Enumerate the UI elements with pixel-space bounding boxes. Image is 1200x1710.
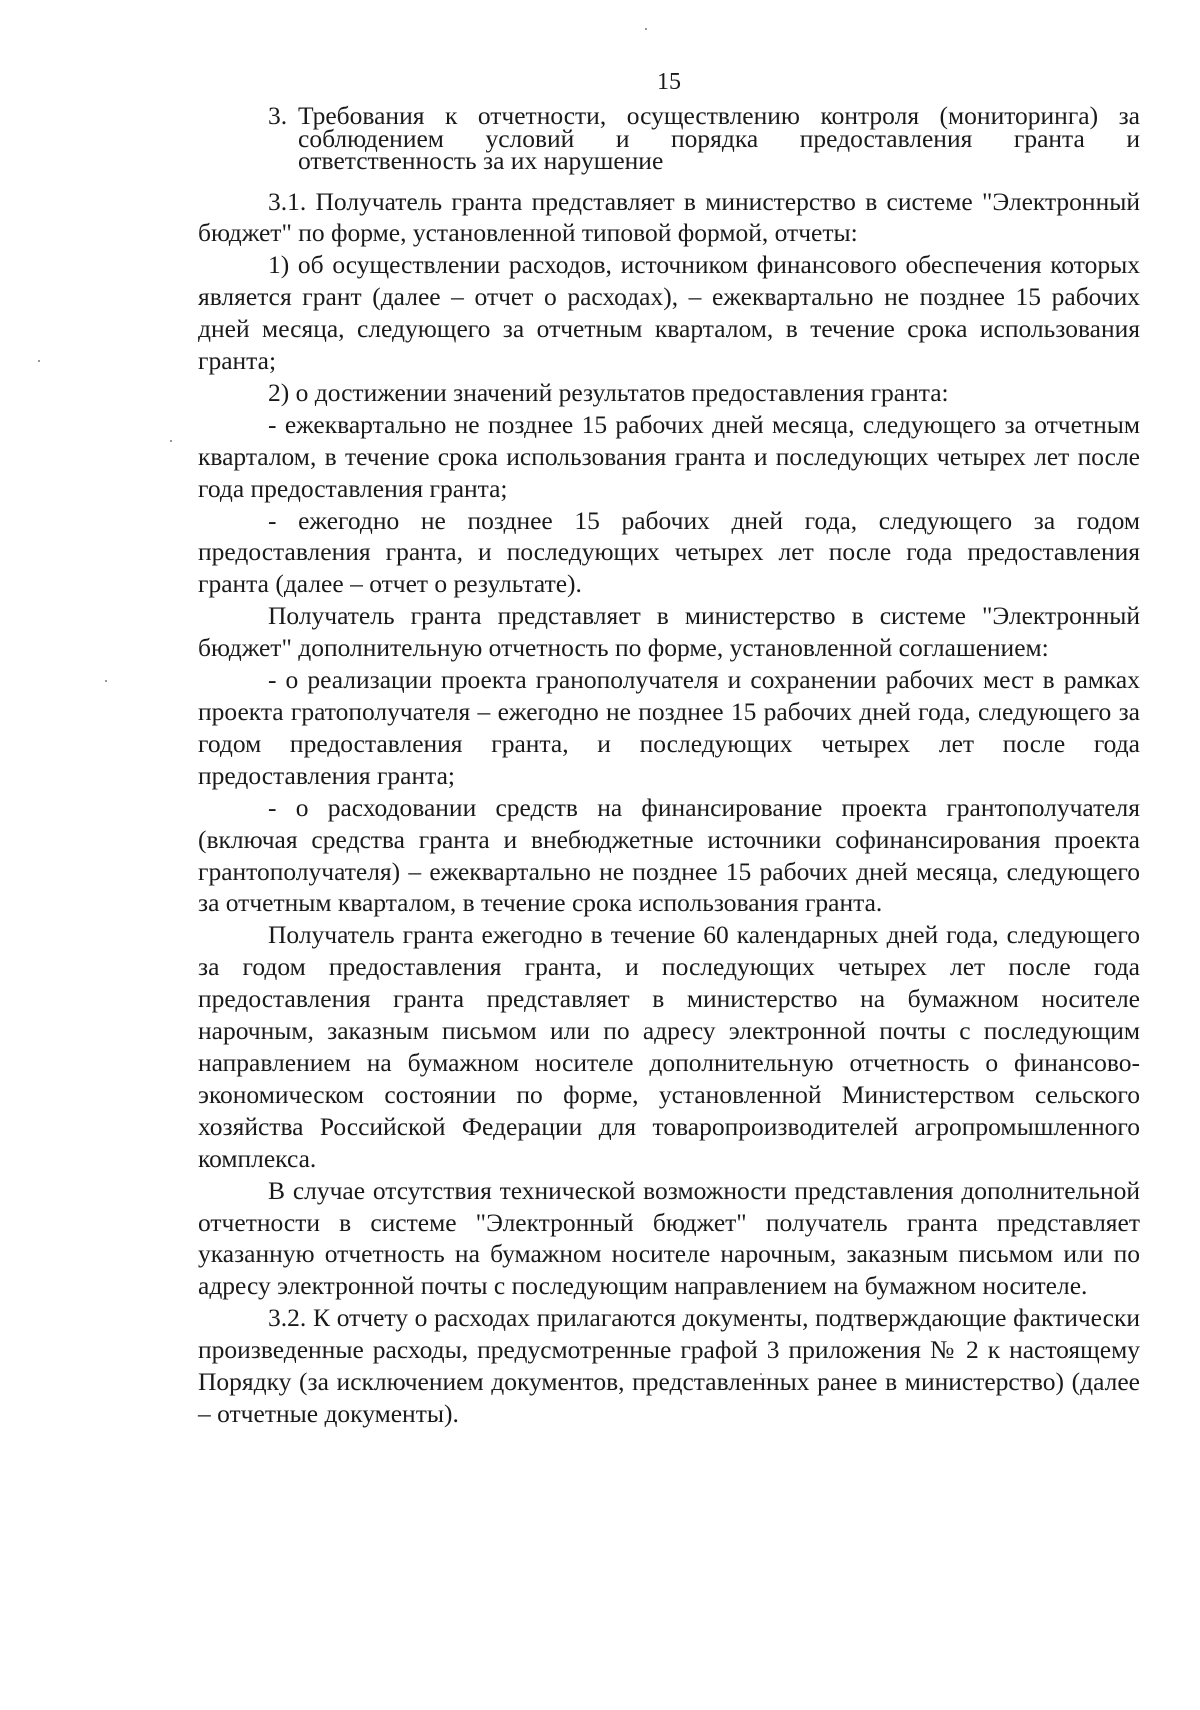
paragraph-item-2: 2) о достижении значений результатов предоставления гранта:	[268, 377, 949, 407]
scan-speck	[105, 680, 107, 682]
paragraph-no-technical-possibility: В случае отсутствия технической возможности представления дополнительной отчетности в системе "Электронный бюджет" получатель гранта представляет указанную отчетность на бумажном носителе нарочным, заказным письмом или по адресу электронной почты с последующим направлением на бумажном носителе.	[198, 1175, 1140, 1301]
paragraph-bullet-expenses: - о расходовании средств на финансирование проекта грантополучателя (включая средства гранта и внебюджетные источники софинансирования проекта грантополучателя) – ежеквартально не позднее 15 рабочих дней месяца, следующего за отчетным кварталом, в течение срока использования гранта.	[198, 792, 1140, 918]
section-heading	[268, 101, 1140, 175]
paragraph-bullet-annual: - ежегодно не позднее 15 рабочих дней года, следующего за годом предоставления гранта, и последующих четырех лет после года предоставления гранта (далее – отчет о результате).	[198, 505, 1140, 599]
scan-speck	[38, 360, 40, 362]
document-page	[198, 68, 1140, 1430]
section-title-line: соблюдением условий и порядка предоставления гранта и	[298, 123, 1140, 153]
section-number: 3.	[268, 101, 288, 130]
paragraph-bullet-quarterly: - ежеквартально не позднее 15 рабочих дней месяца, следующего за отчетным кварталом, в течение срока использования гранта и последующих четырех лет после года предоставления гранта;	[198, 409, 1140, 503]
paragraph-bullet-project: - о реализации проекта гранополучателя и сохранении рабочих мест в рамках проекта гратополучателя – ежегодно не позднее 15 рабочих дней года, следующего за годом предоставления гранта, и последующих четырех лет после года предоставления гранта;	[198, 665, 1140, 790]
paragraph-additional-reporting: Получатель гранта представляет в министерство в системе "Электронный бюджет" дополнительную отчетность по форме, установленной соглашением:	[198, 601, 1140, 663]
paragraph-3-2: 3.2. К отчету о расходах прилагаются документы, подтверждающие фактически произведенные расходы, предусмотренные графой 3 приложения № 2 к настоящему Порядку (за исключением документов, представленных ранее в министерство) (далее – отчетные документы).	[198, 1303, 1140, 1428]
section-title-line: Требования к отчетности, осуществлению контроля (мониторинга) за	[298, 101, 1140, 130]
paragraph-3-1: 3.1. Получатель гранта представляет в министерство в системе "Электронный бюджет" по форме, установленной типовой формой, отчеты:	[198, 186, 1140, 248]
page-number: 15	[657, 69, 681, 95]
section-title-line: ответственность за их нарушение	[298, 146, 664, 175]
paragraph-financial-report: Получатель гранта ежегодно в течение 60 календарных дней года, следующего за годом предоставления гранта, и последующих четырех лет после года предоставления гранта представляет в министерство на бумажном носителе нарочным, заказным письмом или по адресу электронной почты с последующим направлением на бумажном носителе дополнительную отчетность о финансово-экономическом состоянии по форме, установленной Министерством сельского хозяйства Российской Федерации для товаропроизводителей агропромышленного комплекса.	[198, 920, 1140, 1173]
scan-speck	[645, 28, 647, 30]
scan-speck	[170, 440, 172, 442]
section-title	[298, 101, 1140, 175]
paragraph-item-1: 1) об осуществлении расходов, источником финансового обеспечения которых является грант (далее – отчет о расходах), – ежеквартально не позднее 15 рабочих дней месяца, следующего за отчетным кварталом, в течение срока использования гранта;	[198, 250, 1140, 376]
